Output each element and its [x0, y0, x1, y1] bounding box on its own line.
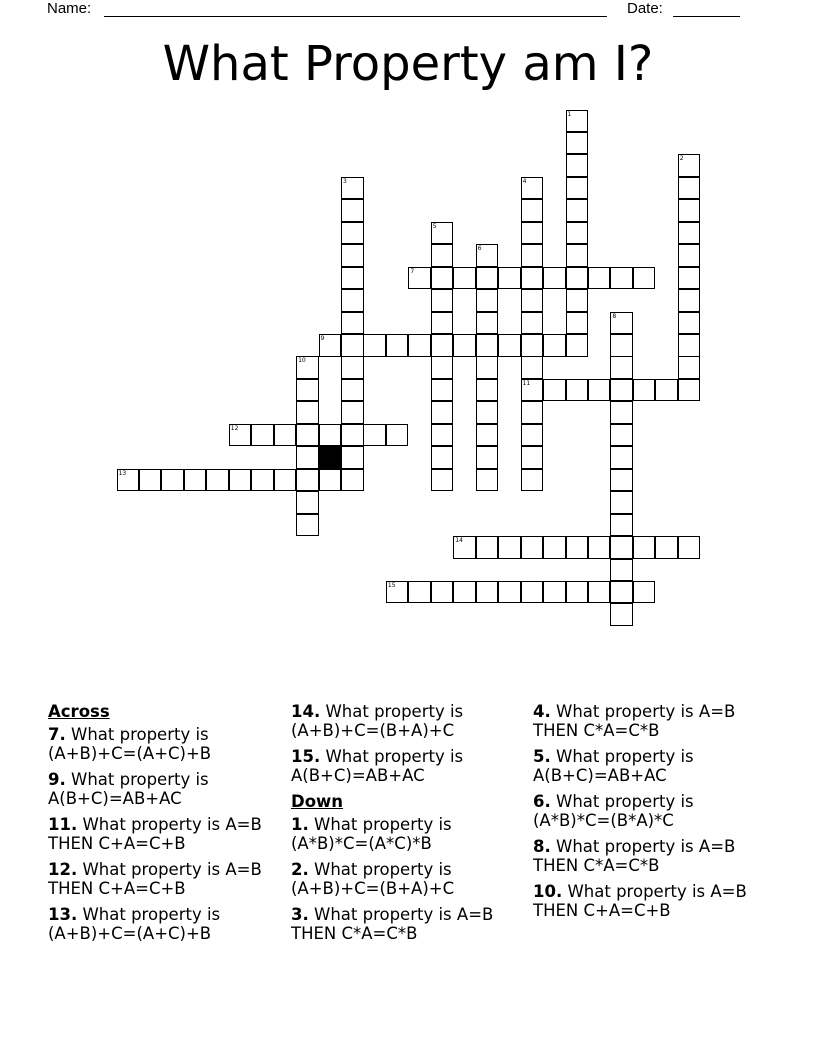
grid-cell[interactable] [655, 536, 678, 559]
grid-cell[interactable] [498, 267, 521, 290]
grid-cell[interactable] [251, 469, 274, 492]
grid-cell[interactable] [476, 536, 499, 559]
clue-across-13 [48, 905, 283, 943]
blocked-square [319, 446, 342, 469]
clue-down-5 [533, 747, 768, 785]
grid-cell[interactable] [363, 334, 386, 357]
grid-cell[interactable] [566, 536, 589, 559]
grid-cell[interactable] [521, 289, 544, 312]
clue-number: 5. [533, 747, 551, 766]
grid-cell[interactable] [521, 581, 544, 604]
grid-cell[interactable] [498, 536, 521, 559]
grid-cell[interactable] [498, 581, 521, 604]
grid-cell[interactable] [678, 267, 701, 290]
clue-number-label: 9 [320, 335, 325, 342]
grid-cell[interactable] [139, 469, 162, 492]
clue-text: What property is A=B THEN C+A=C+B [48, 815, 262, 853]
grid-cell[interactable] [610, 356, 633, 379]
grid-cell[interactable] [341, 312, 364, 335]
clue-number: 14. [291, 702, 321, 721]
grid-cell[interactable] [476, 379, 499, 402]
clue-down-1 [291, 815, 526, 853]
grid-cell[interactable] [566, 199, 589, 222]
grid-cell[interactable] [408, 581, 431, 604]
clue-column-3 [533, 702, 768, 927]
date-label: Date: [627, 0, 663, 17]
grid-cell[interactable] [476, 312, 499, 335]
clue-text: What property is A(B+C)=AB+AC [533, 747, 694, 785]
grid-cell[interactable] [453, 267, 476, 290]
clue-across-11 [48, 815, 283, 853]
clue-number-label: 13 [118, 469, 127, 477]
grid-cell[interactable] [521, 334, 544, 357]
grid-cell[interactable] [633, 267, 656, 290]
grid-cell[interactable] [566, 581, 589, 604]
grid-cell[interactable] [296, 424, 319, 447]
grid-cell[interactable] [476, 334, 499, 357]
grid-cell[interactable] [588, 267, 611, 290]
grid-cell[interactable] [319, 424, 342, 447]
clue-number-label: 11 [522, 379, 531, 387]
name-label: Name: [47, 0, 92, 17]
clue-number: 9. [48, 770, 66, 789]
clue-down-10 [533, 882, 768, 920]
grid-cell[interactable] [566, 222, 589, 245]
grid-cell[interactable] [521, 446, 544, 469]
grid-cell[interactable] [610, 514, 633, 537]
grid-cell[interactable] [296, 514, 319, 537]
grid-cell[interactable] [678, 199, 701, 222]
clue-column-1 [48, 702, 283, 950]
clue-number-label: 14 [455, 537, 463, 545]
grid-cell[interactable] [543, 581, 566, 604]
clue-number-label: 4 [522, 177, 527, 185]
grid-cell[interactable] [476, 424, 499, 447]
clue-number-label: 8 [612, 312, 617, 320]
clue-text: What property is A=B THEN C*A=C*B [291, 905, 494, 943]
clue-number: 11. [48, 815, 78, 834]
grid-cell[interactable] [341, 401, 364, 424]
clue-across-7 [48, 725, 283, 763]
grid-cell[interactable] [431, 379, 454, 402]
grid-cell[interactable] [678, 536, 701, 559]
grid-cell[interactable] [476, 267, 499, 290]
grid-cell[interactable] [610, 469, 633, 492]
grid-cell[interactable] [431, 289, 454, 312]
grid-cell[interactable] [296, 491, 319, 514]
clue-text: What property is A=B THEN C+A=C+B [533, 882, 747, 920]
grid-cell[interactable] [521, 267, 544, 290]
grid-cell[interactable] [588, 536, 611, 559]
grid-cell[interactable] [431, 356, 454, 379]
grid-cell[interactable] [566, 267, 589, 290]
grid-cell[interactable] [476, 356, 499, 379]
grid-cell[interactable] [431, 581, 454, 604]
grid-cell[interactable] [206, 469, 229, 492]
grid-cell[interactable] [453, 334, 476, 357]
clue-number: 4. [533, 702, 551, 721]
clue-number-label: 3 [343, 177, 347, 185]
clue-number: 8. [533, 837, 551, 856]
clue-text: What property is A=B THEN C*A=C*B [533, 702, 736, 740]
grid-cell[interactable] [678, 289, 701, 312]
clue-across-14 [291, 702, 526, 740]
grid-cell[interactable] [521, 401, 544, 424]
grid-cell[interactable] [431, 267, 454, 290]
grid-cell[interactable] [341, 334, 364, 357]
grid-cell[interactable] [543, 334, 566, 357]
grid-cell[interactable] [610, 581, 633, 604]
grid-cell[interactable] [610, 559, 633, 582]
grid-cell[interactable] [678, 379, 701, 402]
grid-cell[interactable] [521, 312, 544, 335]
grid-cell[interactable] [363, 424, 386, 447]
grid-cell[interactable] [319, 469, 342, 492]
grid-cell[interactable] [633, 536, 656, 559]
grid-cell[interactable] [521, 356, 544, 379]
grid-cell[interactable] [431, 312, 454, 335]
grid-cell[interactable] [633, 581, 656, 604]
grid-cell[interactable] [610, 536, 633, 559]
grid-cell[interactable] [341, 379, 364, 402]
grid-cell[interactable] [229, 469, 252, 492]
grid-cell[interactable] [341, 222, 364, 245]
grid-cell[interactable] [431, 401, 454, 424]
clue-text: What property is (A+B)+C=(A+C)+B [48, 725, 212, 763]
clue-text: What property is A(B+C)=AB+AC [48, 770, 209, 808]
grid-cell[interactable] [588, 581, 611, 604]
clue-number: 12. [48, 860, 78, 879]
grid-cell[interactable] [543, 267, 566, 290]
clue-across-15 [291, 747, 526, 785]
grid-cell[interactable] [161, 469, 184, 492]
grid-cell[interactable] [566, 379, 589, 402]
clue-column-2 [291, 702, 526, 950]
grid-cell[interactable] [341, 244, 364, 267]
grid-cell[interactable] [566, 132, 589, 155]
clue-number: 10. [533, 882, 563, 901]
clue-number: 15. [291, 747, 321, 766]
grid-cell[interactable] [341, 356, 364, 379]
grid-cell[interactable] [386, 334, 409, 357]
clue-number-label: 7 [410, 267, 415, 275]
clue-number-label: 10 [298, 357, 306, 365]
grid-cell[interactable] [521, 199, 544, 222]
clue-number-label: 2 [679, 155, 684, 163]
clue-number-label: 12 [230, 424, 239, 432]
clue-down-6 [533, 792, 768, 830]
grid-cell[interactable] [610, 267, 633, 290]
clue-number: 6. [533, 792, 551, 811]
grid-cell[interactable] [341, 424, 364, 447]
grid-cell[interactable] [431, 446, 454, 469]
grid-cell[interactable] [341, 199, 364, 222]
grid-cell[interactable] [408, 334, 431, 357]
clue-text: What property is A=B THEN C+A=C+B [48, 860, 262, 898]
grid-cell[interactable] [678, 222, 701, 245]
grid-cell[interactable] [610, 491, 633, 514]
clue-text: What property is A=B THEN C*A=C*B [533, 837, 736, 875]
grid-cell[interactable] [431, 334, 454, 357]
grid-cell[interactable] [610, 424, 633, 447]
grid-cell[interactable] [566, 177, 589, 200]
grid-cell[interactable] [296, 401, 319, 424]
grid-cell[interactable] [678, 177, 701, 200]
grid-cell[interactable] [498, 334, 521, 357]
clue-across-12 [48, 860, 283, 898]
grid-cell[interactable] [386, 424, 409, 447]
grid-cell[interactable] [566, 312, 589, 335]
grid-cell[interactable] [521, 469, 544, 492]
grid-cell[interactable] [521, 244, 544, 267]
clue-text: What property is (A+B)+C=(A+C)+B [48, 905, 221, 943]
grid-cell[interactable] [543, 379, 566, 402]
grid-cell[interactable] [633, 379, 656, 402]
grid-cell[interactable] [521, 536, 544, 559]
grid-cell[interactable] [521, 222, 544, 245]
grid-cell[interactable] [476, 289, 499, 312]
clue-text: What property is (A+B)+C=(B+A)+C [291, 860, 455, 898]
grid-cell[interactable] [610, 334, 633, 357]
grid-cell[interactable] [678, 312, 701, 335]
grid-cell[interactable] [610, 446, 633, 469]
grid-cell[interactable] [566, 334, 589, 357]
clue-text: What property is (A*B)*C=(A*C)*B [291, 815, 452, 853]
clue-down-4 [533, 702, 768, 740]
grid-cell[interactable] [274, 469, 297, 492]
grid-cell[interactable] [610, 401, 633, 424]
clue-number-label: 15 [387, 581, 396, 589]
grid-cell[interactable] [476, 469, 499, 492]
clue-text: What property is A(B+C)=AB+AC [291, 747, 464, 785]
clue-number: 13. [48, 905, 78, 924]
grid-cell[interactable] [610, 603, 633, 626]
clue-number-label: 5 [432, 222, 437, 230]
clue-across-9 [48, 770, 283, 808]
grid-cell[interactable] [341, 446, 364, 469]
clue-number-label: 1 [567, 110, 572, 118]
grid-cell[interactable] [588, 379, 611, 402]
grid-cell[interactable] [274, 424, 297, 447]
clue-number: 1. [291, 815, 309, 834]
clue-down-3 [291, 905, 526, 943]
grid-cell[interactable] [296, 379, 319, 402]
grid-cell[interactable] [476, 401, 499, 424]
grid-cell[interactable] [566, 154, 589, 177]
grid-cell[interactable] [453, 581, 476, 604]
grid-cell[interactable] [610, 379, 633, 402]
grid-cell[interactable] [476, 446, 499, 469]
grid-cell[interactable] [296, 469, 319, 492]
clue-down-2 [291, 860, 526, 898]
grid-cell[interactable] [566, 289, 589, 312]
across-heading: Across [48, 702, 110, 721]
grid-cell[interactable] [431, 244, 454, 267]
grid-cell[interactable] [431, 424, 454, 447]
grid-cell[interactable] [678, 334, 701, 357]
grid-cell[interactable] [251, 424, 274, 447]
grid-cell[interactable] [341, 469, 364, 492]
clue-number-label: 6 [477, 245, 482, 253]
grid-cell[interactable] [566, 244, 589, 267]
clue-text: What property is (A+B)+C=(B+A)+C [291, 702, 464, 740]
grid-cell[interactable] [341, 289, 364, 312]
clue-number: 2. [291, 860, 309, 879]
clue-text: What property is (A*B)*C=(B*A)*C [533, 792, 694, 830]
clue-number: 7. [48, 725, 66, 744]
grid-cell[interactable] [476, 581, 499, 604]
page-title: What Property am I? [162, 36, 654, 92]
clue-number: 3. [291, 905, 309, 924]
grid-cell[interactable] [678, 244, 701, 267]
grid-cell[interactable] [341, 267, 364, 290]
clue-down-8 [533, 837, 768, 875]
grid-cell[interactable] [521, 424, 544, 447]
grid-cell[interactable] [678, 356, 701, 379]
grid-cell[interactable] [543, 536, 566, 559]
grid-cell[interactable] [184, 469, 207, 492]
grid-cell[interactable] [655, 379, 678, 402]
grid-cell[interactable] [431, 469, 454, 492]
down-heading: Down [291, 792, 344, 811]
grid-cell[interactable] [296, 446, 319, 469]
